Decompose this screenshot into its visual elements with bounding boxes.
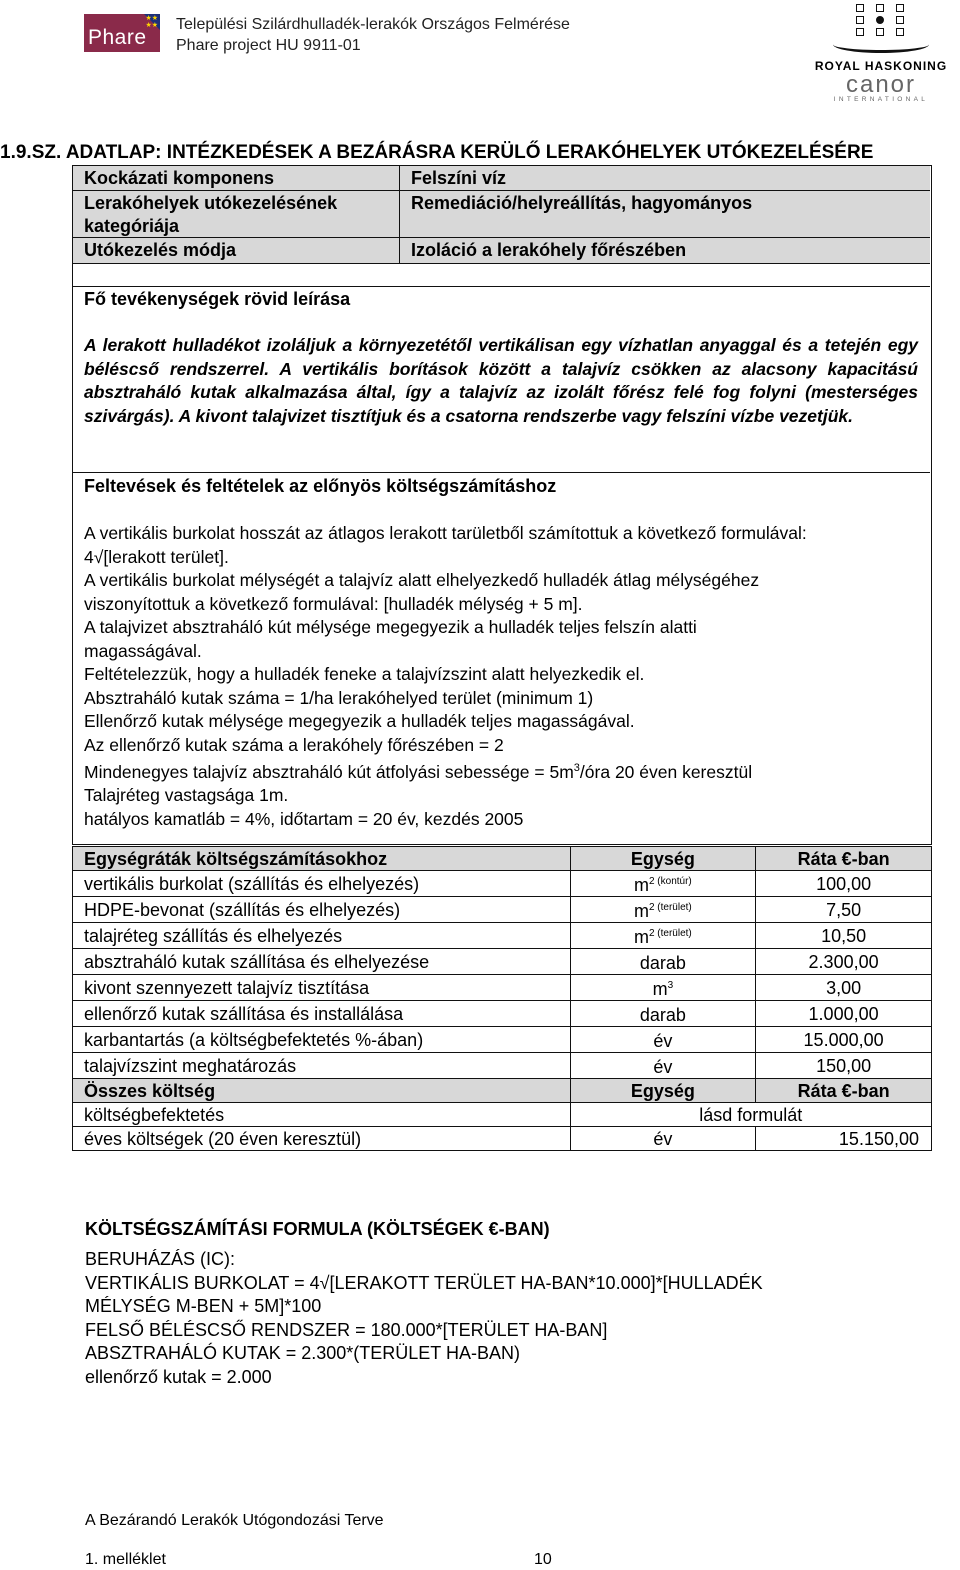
row-item: kivont szennyezett talajvíz tisztítása	[73, 975, 571, 1001]
invest-value: lásd formulát	[570, 1103, 931, 1127]
row-rate: 1.000,00	[756, 1001, 932, 1027]
row-unit: darab	[570, 1001, 756, 1027]
assumption-line: Absztraháló kutak száma = 1/ha lerakóhelyed terület (minimum 1)	[84, 687, 594, 708]
header-line-2: Phare project HU 9911-01	[176, 37, 361, 54]
row-rate: 2.300,00	[756, 949, 932, 975]
assumption-line: viszonyítottuk a következő formulával: [hulladék mélység + 5 m].	[84, 593, 583, 614]
phare-logo: ★★ ★★ Phare	[84, 14, 160, 52]
method-label: Utókezelés módja	[84, 240, 237, 260]
page-title: 1.9.SZ. ADATLAP: INTÉZKEDÉSEK A BEZÁRÁSRA KERÜLŐ LERAKÓHELYEK UTÓKEZELÉSÉRE	[0, 142, 874, 163]
formula-heading: KÖLTSÉGSZÁMÍTÁSI FORMULA (KÖLTSÉGEK €-BAN)	[85, 1219, 550, 1239]
total-header	[73, 1079, 932, 1103]
annual-unit: év	[570, 1127, 756, 1151]
table-row	[73, 897, 932, 923]
total-header-unit: Egység	[570, 1079, 756, 1103]
formula-line: MÉLYSÉG M-BEN + 5M]*100	[85, 1296, 322, 1316]
formula-lines	[85, 1248, 763, 1389]
table-row	[73, 975, 932, 1001]
annual-rate: 15.150,00	[756, 1127, 932, 1151]
royal-haskoning-logo	[806, 2, 956, 103]
canor-sub-text: INTERNATIONAL	[833, 96, 929, 103]
total-header-item: Összes költség	[73, 1079, 571, 1103]
assumption-line: 4√[lerakott terület].	[84, 546, 229, 567]
row-item: ellenőrző kutak szállítása és installálása	[73, 1001, 571, 1027]
table-row	[73, 1127, 932, 1151]
category-value: Remediáció/helyreállítás, hagyományos	[411, 193, 753, 213]
assumption-line: Talajréteg vastagsága 1m.	[84, 785, 289, 806]
footer-annex: 1. melléklet	[85, 1551, 166, 1568]
row-item: talajréteg szállítás és elhelyezés	[73, 923, 571, 949]
method-value: Izoláció a lerakóhely főrészében	[411, 240, 687, 260]
row-item: vertikális burkolat (szállítás és elhelyezés)	[73, 871, 571, 897]
rh-name: ROYAL HASKONING	[814, 59, 948, 73]
row-unit: darab	[570, 949, 756, 975]
assumption-line: A vertikális burkolat mélységét a talajvíz alatt elhelyezkedő hulladék átlag mélységéhez	[84, 570, 760, 590]
header-rate: Ráta €-ban	[756, 847, 932, 871]
canor-logo-text: canor	[845, 71, 917, 98]
row-unit: év	[570, 1027, 756, 1053]
footer-doc-title: A Bezárandó Lerakók Utógondozási Terve	[85, 1512, 384, 1529]
table-row	[73, 1027, 932, 1053]
table-row	[73, 1103, 932, 1127]
row-rate: 10,50	[756, 923, 932, 949]
row-rate: 3,00	[756, 975, 932, 1001]
info-table	[72, 165, 932, 845]
row-item: HDPE-bevonat (szállítás és elhelyezés)	[73, 897, 571, 923]
formula-line: VERTIKÁLIS BURKOLAT = 4√[LERAKOTT TERÜLET HA-BAN*10.000]*[HULLADÉK	[85, 1272, 763, 1293]
total-header-rate: Ráta €-ban	[756, 1079, 932, 1103]
formula-line: ellenőrző kutak = 2.000	[85, 1366, 272, 1387]
header-text	[176, 14, 570, 56]
assumption-line: Ellenőrző kutak mélysége megegyezik a hulladék teljes magasságával.	[84, 711, 635, 731]
header-line-1: Települési Szilárdhulladék-lerakók Országos Felmérése	[176, 16, 570, 33]
assumptions-list	[84, 522, 930, 831]
page-number: 10	[534, 1551, 552, 1568]
category-label: Lerakóhelyek utókezelésének	[84, 193, 338, 213]
invest-label: költségbefektetés	[73, 1103, 571, 1127]
assumption-flow-line: Mindenegyes talajvíz absztraháló kút átfolyási sebessége = $5m^3$/óra 20 éven keresztül	[84, 761, 753, 782]
table-row	[73, 949, 932, 975]
assumption-line: Az ellenőrző kutak száma a lerakóhely főrészében = 2	[84, 734, 504, 755]
assumption-line: Feltételezzük, hogy a hulladék feneke a talajvízszint alatt helyezkedik el.	[84, 664, 645, 684]
assumptions-heading: Feltevések és feltételek az előnyös költségszámításhoz	[84, 476, 557, 496]
formula-line: FELSŐ BÉLÉSCSŐ RENDSZER = 180.000*[TERÜLET HA-BAN]	[85, 1319, 608, 1340]
table-row	[73, 1001, 932, 1027]
row-unit: $m^{2 (kontúr)}$	[570, 871, 756, 897]
assumption-line: A talajvizet absztraháló kút mélysége megegyezik a hulladék teljes felszín alatti	[84, 617, 697, 637]
assumption-line: A vertikális burkolat hosszát az átlagos lerakott tarületből számítottuk a következő formulával:	[84, 523, 807, 543]
cost-table-header	[73, 847, 932, 871]
cost-table	[72, 846, 932, 1151]
row-item: absztraháló kutak szállítása és elhelyezése	[73, 949, 571, 975]
row-rate: 150,00	[756, 1053, 932, 1079]
row-rate: 15.000,00	[756, 1027, 932, 1053]
header-unit: Egység	[570, 847, 756, 871]
risk-value: Felszíni víz	[411, 168, 507, 188]
activities-text: A lerakott hulladékot izoláljuk a környezetétől vertikálisan egy vízhatlan anyaggal és a tetején egy béléscső rendszerrel. A vertikális borítások között a talajvíz csökken az alacsony kapacitású absztraháló kutak alkalmazása által, így a talajvíz az izolált főrész felé fog folyni (mesterséges szivárgás). A kivont talajvizet tisztítjuk és a csatorna rendszerbe vagy felszíni vízbe vezetjük.	[84, 335, 918, 426]
category-label-2: kategóriája	[84, 216, 180, 236]
row-item: talajvízszint meghatározás	[73, 1053, 571, 1079]
phare-logo-text: Phare	[88, 26, 147, 49]
row-unit: $m^{2 (terület)}$	[570, 897, 756, 923]
table-row	[73, 1053, 932, 1079]
row-unit: $m^{2 (terület)}$	[570, 923, 756, 949]
formula-line: BERUHÁZÁS (IC):	[85, 1249, 236, 1269]
table-row	[73, 923, 932, 949]
row-item: karbantartás (a költségbefektetés %-ában)	[73, 1027, 571, 1053]
row-rate: 100,00	[756, 871, 932, 897]
header-item: Egységráták költségszámításokhoz	[73, 847, 571, 871]
row-rate: 7,50	[756, 897, 932, 923]
rh-swoosh-icon	[833, 36, 929, 53]
annual-label: éves költségek (20 éven keresztül)	[73, 1127, 571, 1151]
risk-label: Kockázati komponens	[84, 168, 275, 188]
formula-line: ABSZTRAHÁLÓ KUTAK = 2.300*(TERÜLET HA-BAN)	[85, 1343, 520, 1363]
rh-squares-icon	[806, 4, 956, 36]
row-unit: év	[570, 1053, 756, 1079]
row-unit: $m^3$	[570, 975, 756, 1001]
activities-heading: Fő tevékenységek rövid leírása	[84, 289, 351, 309]
table-row	[73, 871, 932, 897]
assumption-line: magasságával.	[84, 640, 202, 661]
assumption-line: hatályos kamatláb = 4%, időtartam = 20 év, kezdés 2005	[84, 808, 524, 829]
